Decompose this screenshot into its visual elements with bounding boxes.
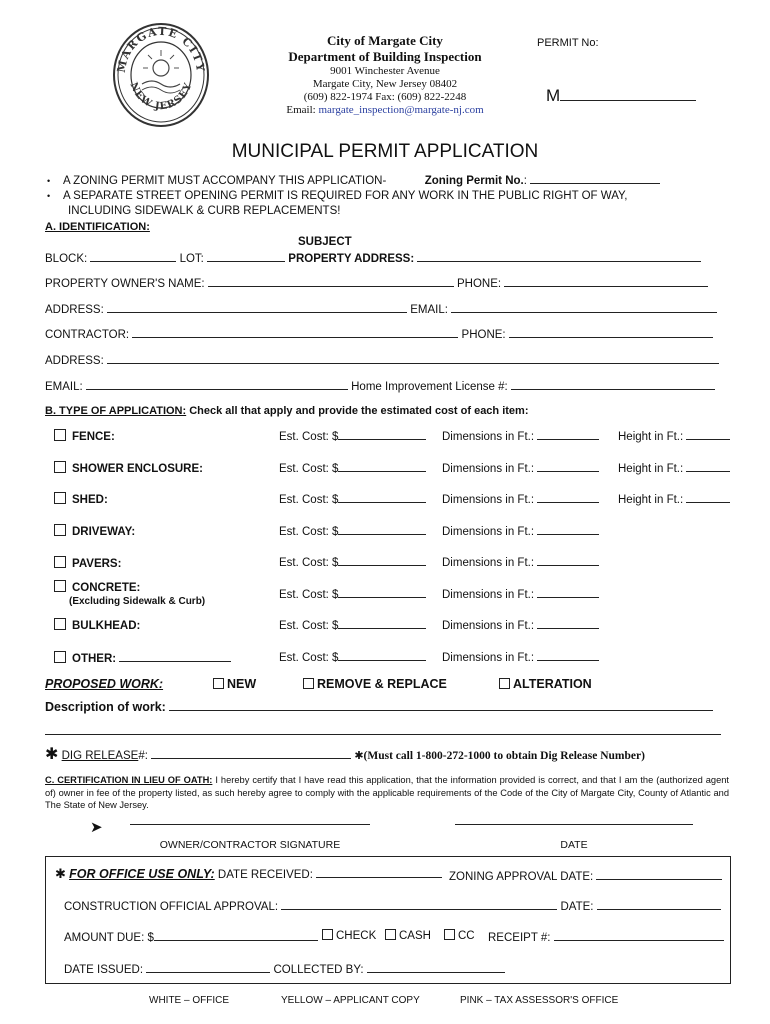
receipt-label: RECEIPT #: <box>488 932 551 944</box>
contractor-address-field[interactable] <box>107 352 719 364</box>
driveway-checkbox[interactable] <box>54 524 66 536</box>
remove-replace-checkbox[interactable] <box>303 678 314 689</box>
driveway-cost-label: Est. Cost: $ <box>279 526 339 538</box>
fence-cost-label: Est. Cost: $ <box>279 431 339 443</box>
contractor-phone-field[interactable] <box>509 326 713 338</box>
description-label: Description of work: <box>45 700 166 714</box>
bulkhead-dim-label: Dimensions in Ft.: <box>442 620 535 632</box>
date-received-label: DATE RECEIVED: <box>217 869 313 881</box>
zoning-colon: : <box>523 175 527 187</box>
section-a-heading: A. IDENTIFICATION: <box>45 221 150 233</box>
description-field[interactable] <box>169 699 713 711</box>
dig-release-row <box>45 744 645 764</box>
home-improvement-label: Home Improvement License #: <box>351 381 508 393</box>
collected-by-field[interactable] <box>367 961 505 973</box>
amount-due-field[interactable] <box>154 929 318 941</box>
shower-cost-label: Est. Cost: $ <box>279 463 339 475</box>
date-issued-field[interactable] <box>146 961 270 973</box>
item-shower <box>54 461 203 475</box>
owner-name-label: PROPERTY OWNER'S NAME: <box>45 278 205 290</box>
department-header <box>245 33 525 117</box>
fence-checkbox[interactable] <box>54 429 66 441</box>
dig-release-label: DIG RELEASE <box>61 750 139 762</box>
concrete-dim-field[interactable] <box>537 586 599 598</box>
section-b-instructions: Check all that apply and provide the estimated cost of each item: <box>189 405 529 417</box>
pavers-dim-label: Dimensions in Ft.: <box>442 557 535 569</box>
pavers-dim-field[interactable] <box>537 554 599 566</box>
fence-label: FENCE: <box>72 431 115 443</box>
cc-checkbox[interactable] <box>444 929 455 940</box>
home-improvement-field[interactable] <box>511 378 715 390</box>
lot-label: LOT: <box>179 253 204 265</box>
permit-no-field[interactable] <box>546 86 696 106</box>
item-fence <box>54 429 115 443</box>
cash-checkbox[interactable] <box>385 929 396 940</box>
fence-cost-field[interactable] <box>338 428 426 440</box>
zoning-approval-label: ZONING APPROVAL DATE: <box>449 871 594 883</box>
owner-address-field[interactable] <box>107 301 407 313</box>
zoning-permit-field[interactable] <box>530 172 660 184</box>
phone-fax: (609) 822-1974 Fax: (609) 822-2248 <box>303 91 467 103</box>
fence-dim-field[interactable] <box>537 428 599 440</box>
amount-due-label: AMOUNT DUE: $ <box>64 932 154 944</box>
city-state-zip: Margate City, New Jersey 08402 <box>312 78 458 90</box>
item-concrete <box>54 580 140 594</box>
office-row-1 <box>55 866 442 882</box>
zoning-notice: A ZONING PERMIT MUST ACCOMPANY THIS APPLICATION- <box>62 175 387 187</box>
department-email-link[interactable]: margate_inspection@margate-nj.com <box>318 104 484 116</box>
fence-height-label: Height in Ft.: <box>618 431 684 443</box>
section-b-heading: B. TYPE OF APPLICATION: <box>45 405 187 417</box>
department-name: Department of Building Inspection <box>288 49 482 64</box>
pavers-checkbox[interactable] <box>54 556 66 568</box>
concrete-cost-label: Est. Cost: $ <box>279 589 339 601</box>
arrow-icon: ➤ <box>90 819 103 836</box>
shower-height-field[interactable] <box>686 460 730 472</box>
item-driveway <box>54 524 135 538</box>
svg-text:NEW JERSEY: NEW JERSEY <box>127 80 195 113</box>
certification-text: I hereby certify that I have read this application, that the information provided is correct, and that I am the (authorized agent of) owner in fee of the property listed, as such hereby agree to comply with the applicable requirements of the Code of the City of Margate City, County of Atlantic and The State of New Jersey. <box>45 775 729 810</box>
shed-height-field[interactable] <box>686 491 730 503</box>
bulkhead-label: BULKHEAD: <box>72 620 141 632</box>
asterisk-office-icon: ✱ <box>55 866 66 881</box>
shower-height-label: Height in Ft.: <box>618 463 684 475</box>
pavers-cost-field[interactable] <box>338 554 426 566</box>
driveway-dim-label: Dimensions in Ft.: <box>442 526 535 538</box>
construction-approval-field[interactable] <box>281 898 557 910</box>
concrete-dim-label: Dimensions in Ft.: <box>442 589 535 601</box>
email-label: Email: <box>286 104 316 116</box>
dig-release-note: (Must call 1-800-272-1000 to obtain Dig Release Number) <box>363 750 645 762</box>
zoning-permit-label: Zoning Permit No. <box>424 175 524 187</box>
signature-label: OWNER/CONTRACTOR SIGNATURE <box>159 839 341 851</box>
shed-label: SHED: <box>72 494 108 506</box>
check-checkbox[interactable] <box>322 929 333 940</box>
zoning-approval-field[interactable] <box>596 868 722 880</box>
item-pavers <box>54 556 121 570</box>
pavers-cost-label: Est. Cost: $ <box>279 557 339 569</box>
asterisk-small-icon: ✱ <box>354 750 364 762</box>
remove-replace-label: REMOVE & REPLACE <box>317 677 447 691</box>
street-opening-notice: A SEPARATE STREET OPENING PERMIT IS REQUIRED FOR ANY WORK IN THE PUBLIC RIGHT OF WAY, <box>62 190 628 202</box>
shower-label: SHOWER ENCLOSURE: <box>72 463 203 475</box>
other-cost-field[interactable] <box>338 649 426 661</box>
new-checkbox[interactable] <box>213 678 224 689</box>
signature-date-label: DATE <box>560 839 588 851</box>
shower-dim-label: Dimensions in Ft.: <box>442 463 535 475</box>
property-address-field[interactable] <box>417 250 701 262</box>
shed-height-label: Height in Ft.: <box>618 494 684 506</box>
certification-block <box>45 774 729 812</box>
receipt-field[interactable] <box>554 929 724 941</box>
owner-address-label: ADDRESS: <box>45 304 104 316</box>
dig-release-hash: #: <box>138 750 148 762</box>
footer-yellow: YELLOW – APPLICANT COPY <box>281 995 420 1006</box>
signature-field[interactable] <box>130 824 370 825</box>
shed-dim-label: Dimensions in Ft.: <box>442 494 535 506</box>
concrete-cost-field[interactable] <box>338 586 426 598</box>
lot-field[interactable] <box>207 250 285 262</box>
city-name: City of Margate City <box>327 33 443 48</box>
contractor-email-field[interactable] <box>86 378 348 390</box>
other-cost-label: Est. Cost: $ <box>279 652 339 664</box>
contractor-address-label: ADDRESS: <box>45 355 104 367</box>
concrete-sublabel: (Excluding Sidewalk & Curb) <box>69 596 206 607</box>
bulkhead-cost-label: Est. Cost: $ <box>279 620 339 632</box>
item-shed <box>54 492 108 506</box>
pavers-label: PAVERS: <box>72 558 122 570</box>
shower-checkbox[interactable] <box>54 461 66 473</box>
fence-height-field[interactable] <box>686 428 730 440</box>
owner-phone-label: PHONE: <box>457 278 502 290</box>
street-address: 9001 Winchester Avenue <box>330 65 440 77</box>
alteration-checkbox[interactable] <box>499 678 510 689</box>
section-c-heading: C. CERTIFICATION IN LIEU OF OATH: <box>45 775 213 785</box>
office-use-label: FOR OFFICE USE ONLY: <box>69 867 215 881</box>
owner-email-label: EMAIL: <box>410 304 448 316</box>
shed-cost-label: Est. Cost: $ <box>279 494 339 506</box>
check-label: CHECK <box>336 930 377 942</box>
other-description-field[interactable] <box>119 650 231 662</box>
dig-release-field[interactable] <box>151 747 351 759</box>
block-field[interactable] <box>90 250 176 262</box>
bulkhead-dim-field[interactable] <box>537 617 599 629</box>
concrete-checkbox[interactable] <box>54 580 66 592</box>
proposed-work-label: PROPOSED WORK: <box>45 677 164 691</box>
notice-bullets: • A ZONING PERMIT MUST ACCOMPANY THIS APPLICATION- Zoning Permit No.: • A SEPARATE STREET OPENING PERMIT IS REQUIRED FOR ANY WORK IN THE PUBLIC RIGHT OF WAY, INCLUDING SIDEWALK & CURB REPLACEMENTS! <box>47 172 660 219</box>
property-address-label: PROPERTY ADDRESS: <box>288 253 415 265</box>
shed-cost-field[interactable] <box>338 491 426 503</box>
driveway-label: DRIVEWAY: <box>72 526 136 538</box>
construction-approval-label: CONSTRUCTION OFFICIAL APPROVAL: <box>64 901 279 913</box>
proposed-work-row <box>45 677 163 691</box>
owner-phone-field[interactable] <box>504 275 708 287</box>
cash-label: CASH <box>399 930 431 942</box>
block-label: BLOCK: <box>45 253 88 265</box>
contractor-phone-label: PHONE: <box>461 329 506 341</box>
bulkhead-cost-field[interactable] <box>338 617 426 629</box>
street-opening-notice-cont: INCLUDING SIDEWALK & CURB REPLACEMENTS! <box>68 205 341 217</box>
item-other <box>54 650 231 665</box>
page-title: MUNICIPAL PERMIT APPLICATION <box>231 141 539 162</box>
contractor-label: CONTRACTOR: <box>45 329 130 341</box>
shed-checkbox[interactable] <box>54 492 66 504</box>
permit-no-label: PERMIT No: <box>537 37 599 49</box>
owner-name-field[interactable] <box>208 275 454 287</box>
collected-by-label: COLLECTED BY: <box>273 964 364 976</box>
description-field-line2[interactable] <box>45 734 721 735</box>
permit-prefix: M <box>546 86 561 105</box>
shower-cost-field[interactable] <box>338 460 426 472</box>
date-issued-label: DATE ISSUED: <box>64 964 144 976</box>
construction-date-field[interactable] <box>597 898 721 910</box>
section-b-header <box>45 405 528 417</box>
footer-pink: PINK – TAX ASSESSOR'S OFFICE <box>460 995 619 1006</box>
driveway-cost-field[interactable] <box>338 523 426 535</box>
fence-dim-label: Dimensions in Ft.: <box>442 431 535 443</box>
contractor-field[interactable] <box>132 326 458 338</box>
shower-dim-field[interactable] <box>537 460 599 472</box>
date-received-field[interactable] <box>316 866 442 878</box>
svg-text:MARGATE CITY: MARGATE CITY <box>114 24 208 74</box>
new-label: NEW <box>227 677 257 691</box>
other-label: OTHER: <box>72 653 117 665</box>
driveway-dim-field[interactable] <box>537 523 599 535</box>
cc-label: CC <box>458 930 475 942</box>
contractor-email-label: EMAIL: <box>45 381 83 393</box>
footer-white: WHITE – OFFICE <box>149 995 229 1006</box>
concrete-label: CONCRETE: <box>72 582 141 594</box>
construction-date-label: DATE: <box>560 901 594 913</box>
other-dim-field[interactable] <box>537 649 599 661</box>
alteration-label: ALTERATION <box>513 677 592 691</box>
signature-date-field[interactable] <box>455 824 693 825</box>
asterisk-icon: ✱ <box>45 746 59 763</box>
bulkhead-checkbox[interactable] <box>54 618 66 630</box>
shed-dim-field[interactable] <box>537 491 599 503</box>
owner-email-field[interactable] <box>451 301 717 313</box>
subject-label: SUBJECT <box>298 236 352 248</box>
city-seal <box>112 22 210 128</box>
item-bulkhead <box>54 618 140 632</box>
other-dim-label: Dimensions in Ft.: <box>442 652 535 664</box>
other-checkbox[interactable] <box>54 651 66 663</box>
